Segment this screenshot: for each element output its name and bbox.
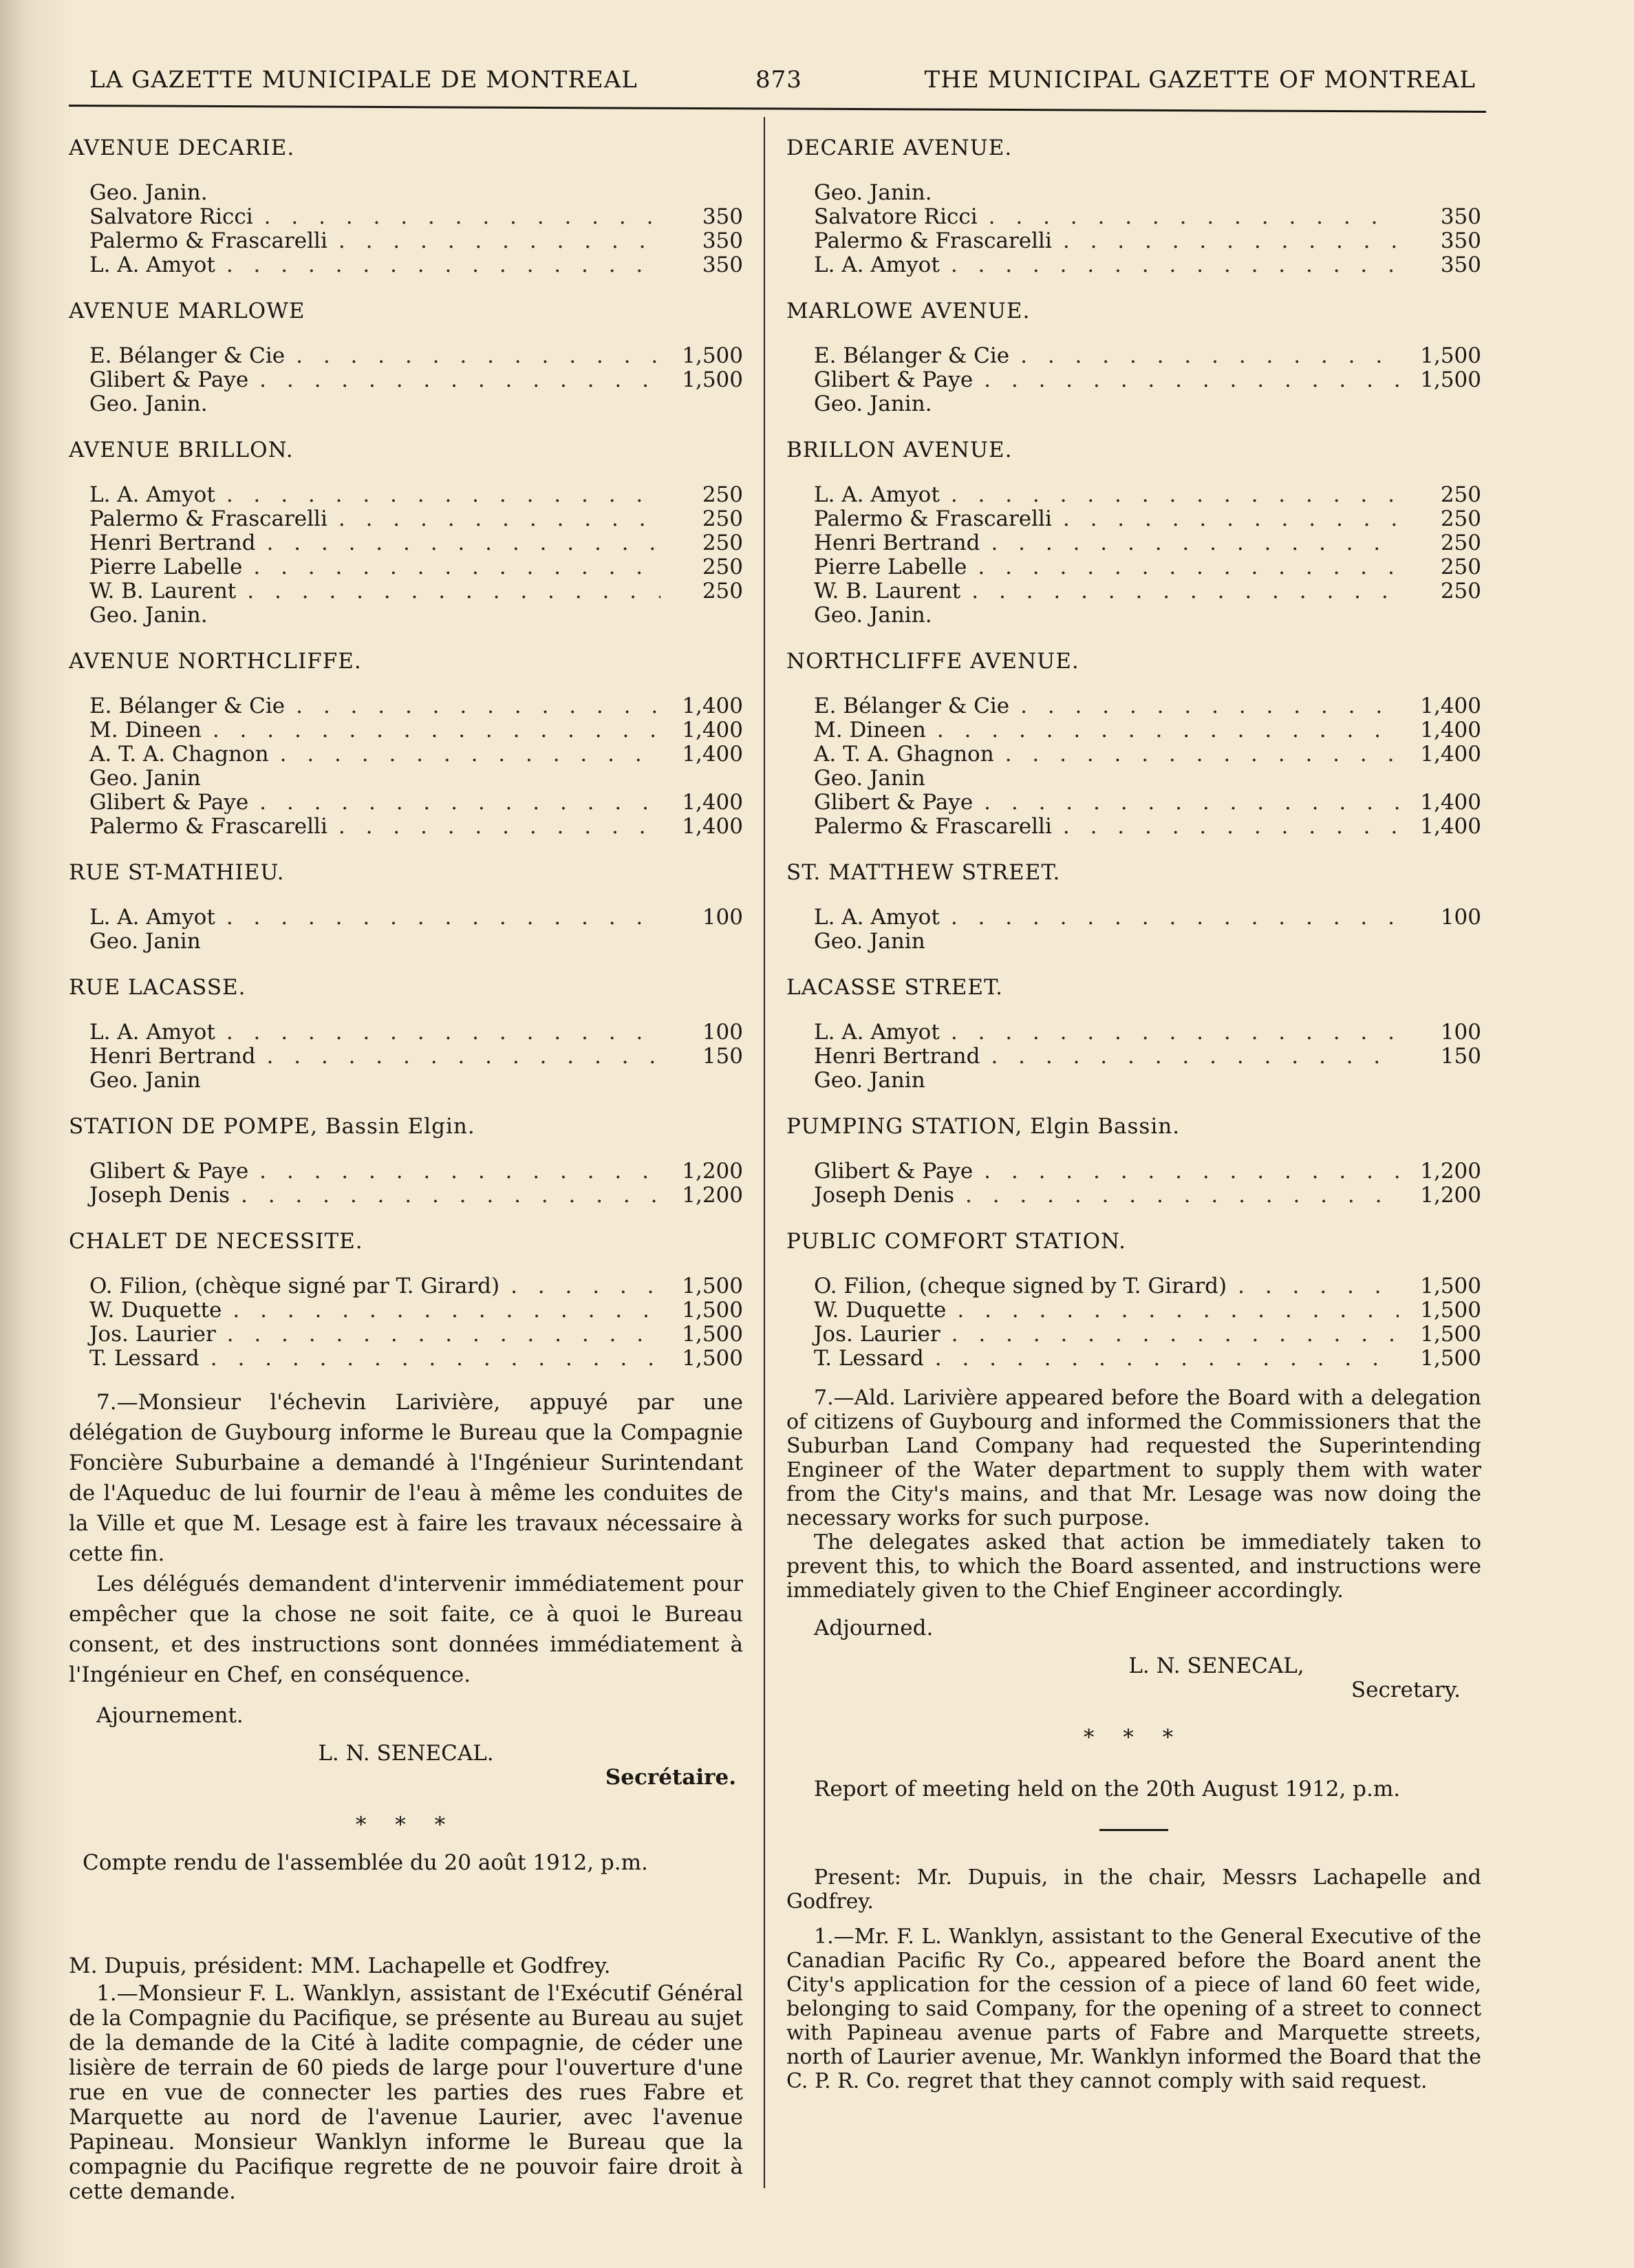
french-signature-title: Secrétaire. <box>605 1765 736 1790</box>
contract-amount: 350 <box>1440 204 1481 229</box>
english-stars: * * * <box>1083 1725 1185 1750</box>
dot-leader <box>1052 815 1399 839</box>
contract-amount: 1,500 <box>682 1346 743 1371</box>
contract-row <box>69 368 743 392</box>
contractor-name: Glibert & Paye <box>814 1159 974 1184</box>
contractor-name: Glibert & Paye <box>89 1159 249 1184</box>
dot-leader <box>940 1323 1399 1347</box>
contractor-name: Glibert & Paye <box>814 790 974 815</box>
contract-row <box>786 368 1481 392</box>
contract-amount: 1,500 <box>1420 343 1481 368</box>
dot-leader <box>269 742 660 767</box>
english-column <box>786 124 1481 2093</box>
dot-leader <box>255 531 660 555</box>
section-heading: NORTHCLIFFE AVENUE. <box>786 649 1079 674</box>
dot-leader <box>926 718 1399 742</box>
contractor-name: Henri Bertrand <box>814 531 980 555</box>
contract-amount: 1,500 <box>1420 1274 1481 1298</box>
dot-leader <box>215 253 660 277</box>
english-signature: L. N. SENECAL, <box>1128 1654 1304 1678</box>
contractor-name: L. A. Amyot <box>89 1020 215 1045</box>
contract-row <box>69 1045 743 1069</box>
contract-amount: 100 <box>1440 1020 1481 1045</box>
contractor-name: Geo. Janin. <box>814 180 932 205</box>
dot-leader <box>499 1274 660 1298</box>
contractor-name: Henri Bertrand <box>89 531 256 555</box>
contract-row <box>786 181 1481 205</box>
contractor-name: O. Filion, (cheque signed by T. Girard) <box>814 1274 1227 1298</box>
contract-row <box>786 253 1481 277</box>
contractor-name: W. Duquette <box>814 1298 947 1323</box>
contract-row <box>69 1323 743 1347</box>
section-heading: AVENUE MARLOWE <box>69 299 305 323</box>
french-stars: * * * <box>355 1812 457 1837</box>
dot-leader <box>1009 694 1399 718</box>
english-item-7-continued: The delegates asked that action be immediately taken to prevent this, to which the Board assented, and instructions were immediately given to the Chief Engineer accordingly. <box>786 1530 1481 1603</box>
contract-amount: 350 <box>1440 253 1481 277</box>
contract-row <box>69 1020 743 1045</box>
header-title-french: LA GAZETTE MUNICIPALE DE MONTREAL <box>89 66 638 94</box>
contract-row <box>786 555 1481 579</box>
dot-leader <box>200 1347 660 1371</box>
dot-leader <box>248 1159 660 1184</box>
contract-row <box>69 1298 743 1323</box>
contractor-name: Geo. Janin <box>814 1068 925 1093</box>
contractor-name: T. Lessard <box>89 1346 200 1371</box>
contract-amount: 1,400 <box>1420 718 1481 742</box>
section-heading: LACASSE STREET. <box>786 975 1003 1000</box>
contract-row <box>786 815 1481 839</box>
dot-leader <box>946 1298 1399 1323</box>
dot-leader <box>1009 344 1399 368</box>
contractor-name: A. T. A. Ghagnon <box>814 742 994 767</box>
contract-amount: 250 <box>1440 531 1481 555</box>
contract-row <box>786 1347 1481 1371</box>
french-signature: L. N. SENECAL. <box>318 1741 494 1766</box>
contractor-name: E. Bélanger & Cie <box>89 694 286 718</box>
contract-row <box>786 767 1481 791</box>
contractor-name: Palermo & Frascarelli <box>814 814 1052 839</box>
contract-amount: 1,200 <box>682 1183 743 1208</box>
contract-row <box>786 930 1481 954</box>
dot-leader <box>327 507 660 531</box>
contractor-name: L. A. Amyot <box>89 253 215 277</box>
section-heading: AVENUE NORTHCLIFFE. <box>69 649 362 674</box>
dot-leader <box>285 344 660 368</box>
french-column <box>69 124 743 2204</box>
section-heading: RUE LACASSE. <box>69 975 246 1000</box>
dot-leader <box>973 368 1399 392</box>
contract-row <box>786 718 1481 742</box>
header-title-english: THE MUNICIPAL GAZETTE OF MONTREAL <box>924 66 1476 94</box>
contract-row <box>69 742 743 767</box>
contract-row <box>69 507 743 531</box>
dot-leader <box>248 791 660 815</box>
contractor-name: L. A. Amyot <box>89 482 215 507</box>
dot-leader <box>940 483 1399 507</box>
contract-row <box>69 1347 743 1371</box>
contract-row <box>786 1298 1481 1323</box>
contract-amount: 1,200 <box>682 1159 743 1184</box>
contractor-name: Geo. Janin. <box>814 603 932 628</box>
section-heading: PUBLIC COMFORT STATION. <box>786 1229 1126 1254</box>
contract-amount: 1,400 <box>682 814 743 839</box>
contractor-name: Geo. Janin. <box>89 180 208 205</box>
contract-amount: 100 <box>1440 905 1481 930</box>
page-number: 873 <box>755 66 802 94</box>
dot-leader <box>215 483 660 507</box>
contractor-name: M. Dineen <box>89 718 202 742</box>
french-item-7-continued: Les délégués demandent d'intervenir immédiatement pour empêcher que la chose ne soit faite, ce à quoi le Bureau consent, et des instructions sont données immédiatement à l'Ingénieur en Chef, en conséquence. <box>69 1572 743 1687</box>
french-item-7: 7.—Monsieur l'échevin Larivière, appuyé par une délégation de Guybourg informe le Bureau que la Compagnie Foncière Suburbaine a demandé à l'Ingénieur Surintendant de l'Aqueduc de lui fournir de l'eau à même les conduites de la Ville et que M. Lesage est à faire les travaux nécessaire à cette fin. <box>69 1390 743 1566</box>
contractor-name: Geo. Janin <box>89 766 201 791</box>
contractor-name: Salvatore Ricci <box>814 204 978 229</box>
contract-amount: 1,400 <box>1420 742 1481 767</box>
contract-row <box>786 603 1481 628</box>
dot-leader <box>973 791 1399 815</box>
contract-amount: 1,200 <box>1420 1183 1481 1208</box>
contract-amount: 250 <box>702 506 743 531</box>
contractor-name: Geo. Janin <box>814 929 925 954</box>
contractor-name: Joseph Denis <box>814 1183 954 1208</box>
section-rule <box>1099 1829 1168 1831</box>
contractor-name: Palermo & Frascarelli <box>89 506 327 531</box>
dot-leader <box>202 718 660 742</box>
contractor-name: Henri Bertrand <box>814 1044 980 1069</box>
contract-row <box>69 579 743 603</box>
dot-leader <box>327 229 660 253</box>
contract-row <box>786 742 1481 767</box>
contract-row <box>69 1159 743 1184</box>
contractor-name: E. Bélanger & Cie <box>814 343 1010 368</box>
section-heading: PUMPING STATION, Elgin Bassin. <box>786 1114 1181 1139</box>
contractor-name: L. A. Amyot <box>814 905 940 930</box>
contract-row <box>69 555 743 579</box>
french-report-title: Compte rendu de l'assemblée du 20 août 1912, p.m. <box>83 1850 648 1875</box>
contract-row <box>786 507 1481 531</box>
contract-row <box>69 181 743 205</box>
english-item-7: 7.—Ald. Larivière appeared before the Board with a delegation of citizens of Guybourg and informed the Commissioners that the Suburban Land Company had requested the Superintending Engineer of the Water department to supply them with water from the City's mains, and that Mr. Lesage was now doing the necessary works for such purpose. <box>786 1386 1481 1530</box>
contract-row <box>786 205 1481 229</box>
contractor-name: W. B. Laurent <box>814 579 961 603</box>
contract-row <box>786 229 1481 253</box>
contract-row <box>786 906 1481 930</box>
contract-row <box>69 1274 743 1298</box>
contract-amount: 1,500 <box>1420 1346 1481 1371</box>
contract-amount: 350 <box>702 204 743 229</box>
contractor-name: Geo. Janin. <box>814 392 932 416</box>
contract-amount: 250 <box>702 482 743 507</box>
contract-amount: 250 <box>702 531 743 555</box>
contractor-name: Palermo & Frascarelli <box>89 228 327 253</box>
contract-row <box>786 1274 1481 1298</box>
contract-row <box>786 694 1481 718</box>
contractor-name: Palermo & Frascarelli <box>89 814 327 839</box>
dot-leader <box>222 1298 660 1323</box>
contractor-name: Jos. Laurier <box>89 1322 216 1347</box>
section-heading: MARLOWE AVENUE. <box>786 299 1031 323</box>
dot-leader <box>215 906 660 930</box>
contract-row <box>786 1184 1481 1208</box>
contractor-name: W. B. Laurent <box>89 579 237 603</box>
contractor-name: W. Duquette <box>89 1298 222 1323</box>
contractor-name: E. Bélanger & Cie <box>89 343 286 368</box>
contractor-name: A. T. A. Chagnon <box>89 742 269 767</box>
french-item-1: 1.—Monsieur F. L. Wanklyn, assistant de l'Exécutif Général de la Compagnie du Pacifique, se présente au Bureau au sujet de la demande de la Cité à ladite compagnie, de céder une lisière de terrain de 60 pieds de large pour l'ouverture d'une rue en vue de connecter les parties des rues Fabre et Marquette au nord de l'avenue Laurier, avec l'avenue Papineau. Monsieur Wanklyn informe le Bureau que la compagnie du Pacifique regrette de ne pouvoir faire droit à cette demande. <box>69 1981 743 2204</box>
english-present: Present: Mr. Dupuis, in the chair, Messrs Lachapelle and Godfrey. <box>786 1865 1481 1914</box>
dot-leader <box>255 1045 660 1069</box>
contract-amount: 250 <box>702 579 743 603</box>
dot-leader <box>1227 1274 1399 1298</box>
contractor-name: T. Lessard <box>814 1346 924 1371</box>
contract-row <box>69 603 743 628</box>
english-adjourned: Adjourned. <box>814 1616 934 1640</box>
contract-amount: 350 <box>702 253 743 277</box>
dot-leader <box>1052 229 1399 253</box>
contract-amount: 1,500 <box>1420 367 1481 392</box>
dot-leader <box>1052 507 1399 531</box>
contract-amount: 100 <box>702 1020 743 1045</box>
contract-row <box>786 483 1481 507</box>
section-heading: STATION DE POMPE, Bassin Elgin. <box>69 1114 475 1139</box>
contractor-name: M. Dineen <box>814 718 926 742</box>
dot-leader <box>230 1184 660 1208</box>
contractor-name: Jos. Laurier <box>814 1322 940 1347</box>
contract-row <box>786 791 1481 815</box>
dot-leader <box>973 1159 1399 1184</box>
contract-row <box>69 767 743 791</box>
contract-row <box>69 531 743 555</box>
contract-row <box>786 579 1481 603</box>
contract-row <box>69 229 743 253</box>
dot-leader <box>940 906 1399 930</box>
contract-amount: 1,400 <box>682 718 743 742</box>
dot-leader <box>248 368 660 392</box>
dot-leader <box>978 205 1399 229</box>
contract-amount: 100 <box>702 905 743 930</box>
contract-row <box>69 344 743 368</box>
contract-row <box>69 483 743 507</box>
english-contract-list <box>786 136 1481 1371</box>
contract-amount: 1,500 <box>682 1322 743 1347</box>
section-heading: DECARIE AVENUE. <box>786 136 1013 160</box>
column-divider <box>764 117 765 2188</box>
dot-leader <box>253 205 660 229</box>
contract-row <box>786 392 1481 416</box>
contract-amount: 1,400 <box>682 694 743 718</box>
section-heading: ST. MATTHEW STREET. <box>786 860 1061 885</box>
dot-leader <box>924 1347 1399 1371</box>
english-report-title: Report of meeting held on the 20th August 1912, p.m. <box>814 1777 1401 1801</box>
contractor-name: L. A. Amyot <box>89 905 215 930</box>
section-heading: RUE ST-MATHIEU. <box>69 860 285 885</box>
dot-leader <box>285 694 660 718</box>
contractor-name: Joseph Denis <box>89 1183 230 1208</box>
contract-row <box>786 1069 1481 1093</box>
contractor-name: L. A. Amyot <box>814 253 940 277</box>
contract-amount: 250 <box>1440 555 1481 579</box>
contractor-name: Pierre Labelle <box>814 555 967 579</box>
contract-row <box>786 531 1481 555</box>
contract-row <box>786 1045 1481 1069</box>
contract-row <box>69 718 743 742</box>
contract-amount: 250 <box>1440 506 1481 531</box>
contractor-name: Geo. Janin <box>89 1068 201 1093</box>
contractor-name: L. A. Amyot <box>814 1020 940 1045</box>
dot-leader <box>980 531 1399 555</box>
contract-amount: 250 <box>1440 482 1481 507</box>
contract-amount: 150 <box>1440 1044 1481 1069</box>
contractor-name: Glibert & Paye <box>89 790 249 815</box>
contract-row <box>786 1159 1481 1184</box>
contract-amount: 1,500 <box>1420 1322 1481 1347</box>
section-heading: BRILLON AVENUE. <box>786 438 1013 462</box>
contract-row <box>69 1069 743 1093</box>
contract-amount: 1,500 <box>682 1298 743 1323</box>
contract-row <box>69 1184 743 1208</box>
dot-leader <box>940 253 1399 277</box>
french-present: M. Dupuis, président: MM. Lachapelle et Godfrey. <box>69 1954 611 1978</box>
contract-row <box>786 1020 1481 1045</box>
contract-row <box>786 344 1481 368</box>
french-adjourned: Ajournement. <box>96 1703 244 1728</box>
contract-amount: 150 <box>702 1044 743 1069</box>
contract-row <box>69 906 743 930</box>
contract-amount: 1,500 <box>682 367 743 392</box>
contract-amount: 350 <box>1440 228 1481 253</box>
contract-row <box>69 694 743 718</box>
contract-amount: 1,400 <box>1420 790 1481 815</box>
contract-amount: 1,400 <box>1420 814 1481 839</box>
french-contract-list <box>69 136 743 1371</box>
contract-amount: 1,500 <box>682 343 743 368</box>
contractor-name: E. Bélanger & Cie <box>814 694 1010 718</box>
contractor-name: Geo. Janin. <box>89 603 208 628</box>
contractor-name: Pierre Labelle <box>89 555 243 579</box>
contractor-name: Palermo & Frascarelli <box>814 228 1052 253</box>
contract-amount: 250 <box>1440 579 1481 603</box>
section-heading: CHALET DE NECESSITE. <box>69 1229 363 1254</box>
dot-leader <box>216 1323 660 1347</box>
contract-row <box>69 253 743 277</box>
contract-amount: 1,500 <box>1420 1298 1481 1323</box>
contract-row <box>69 205 743 229</box>
dot-leader <box>967 555 1399 579</box>
contract-amount: 350 <box>702 228 743 253</box>
dot-leader <box>242 555 660 579</box>
contract-row <box>69 930 743 954</box>
section-heading: AVENUE BRILLON. <box>69 438 294 462</box>
contractor-name: Geo. Janin. <box>89 392 208 416</box>
contractor-name: Geo. Janin <box>89 929 201 954</box>
dot-leader <box>994 742 1399 767</box>
dot-leader <box>236 579 660 603</box>
contractor-name: Palermo & Frascarelli <box>814 506 1052 531</box>
contract-row <box>69 791 743 815</box>
contractor-name: Glibert & Paye <box>814 367 974 392</box>
contract-amount: 1,200 <box>1420 1159 1481 1184</box>
page-header <box>89 66 1476 100</box>
dot-leader <box>980 1045 1399 1069</box>
dot-leader <box>327 815 660 839</box>
dot-leader <box>960 579 1399 603</box>
english-signature-title: Secretary. <box>1351 1678 1461 1702</box>
contractor-name: O. Filion, (chèque signé par T. Girard) <box>89 1274 500 1298</box>
contract-row <box>69 392 743 416</box>
header-rule <box>69 105 1486 113</box>
contract-amount: 1,500 <box>682 1274 743 1298</box>
dot-leader <box>215 1020 660 1045</box>
contract-amount: 1,400 <box>1420 694 1481 718</box>
contract-amount: 1,400 <box>682 742 743 767</box>
contractor-name: Henri Bertrand <box>89 1044 256 1069</box>
english-item-1: 1.—Mr. F. L. Wanklyn, assistant to the General Executive of the Canadian Pacific Ry Co., appeared before the Board anent the City's application for the cession of a piece of land 60 feet wide, belonging to said Company, for the opening of a street to connect with Papineau avenue parts of Fabre and Marquette streets, north of Laurier avenue, Mr. Wanklyn informed the Board that the C. P. R. Co. regret that they cannot comply with said request. <box>786 1925 1481 2093</box>
contract-row <box>69 815 743 839</box>
dot-leader <box>940 1020 1399 1045</box>
contract-row <box>786 1323 1481 1347</box>
contractor-name: Geo. Janin <box>814 766 925 791</box>
section-heading: AVENUE DECARIE. <box>69 136 295 160</box>
contractor-name: Salvatore Ricci <box>89 204 253 229</box>
contract-amount: 1,400 <box>682 790 743 815</box>
dot-leader <box>954 1184 1399 1208</box>
contract-amount: 250 <box>702 555 743 579</box>
contractor-name: L. A. Amyot <box>814 482 940 507</box>
contractor-name: Glibert & Paye <box>89 367 249 392</box>
